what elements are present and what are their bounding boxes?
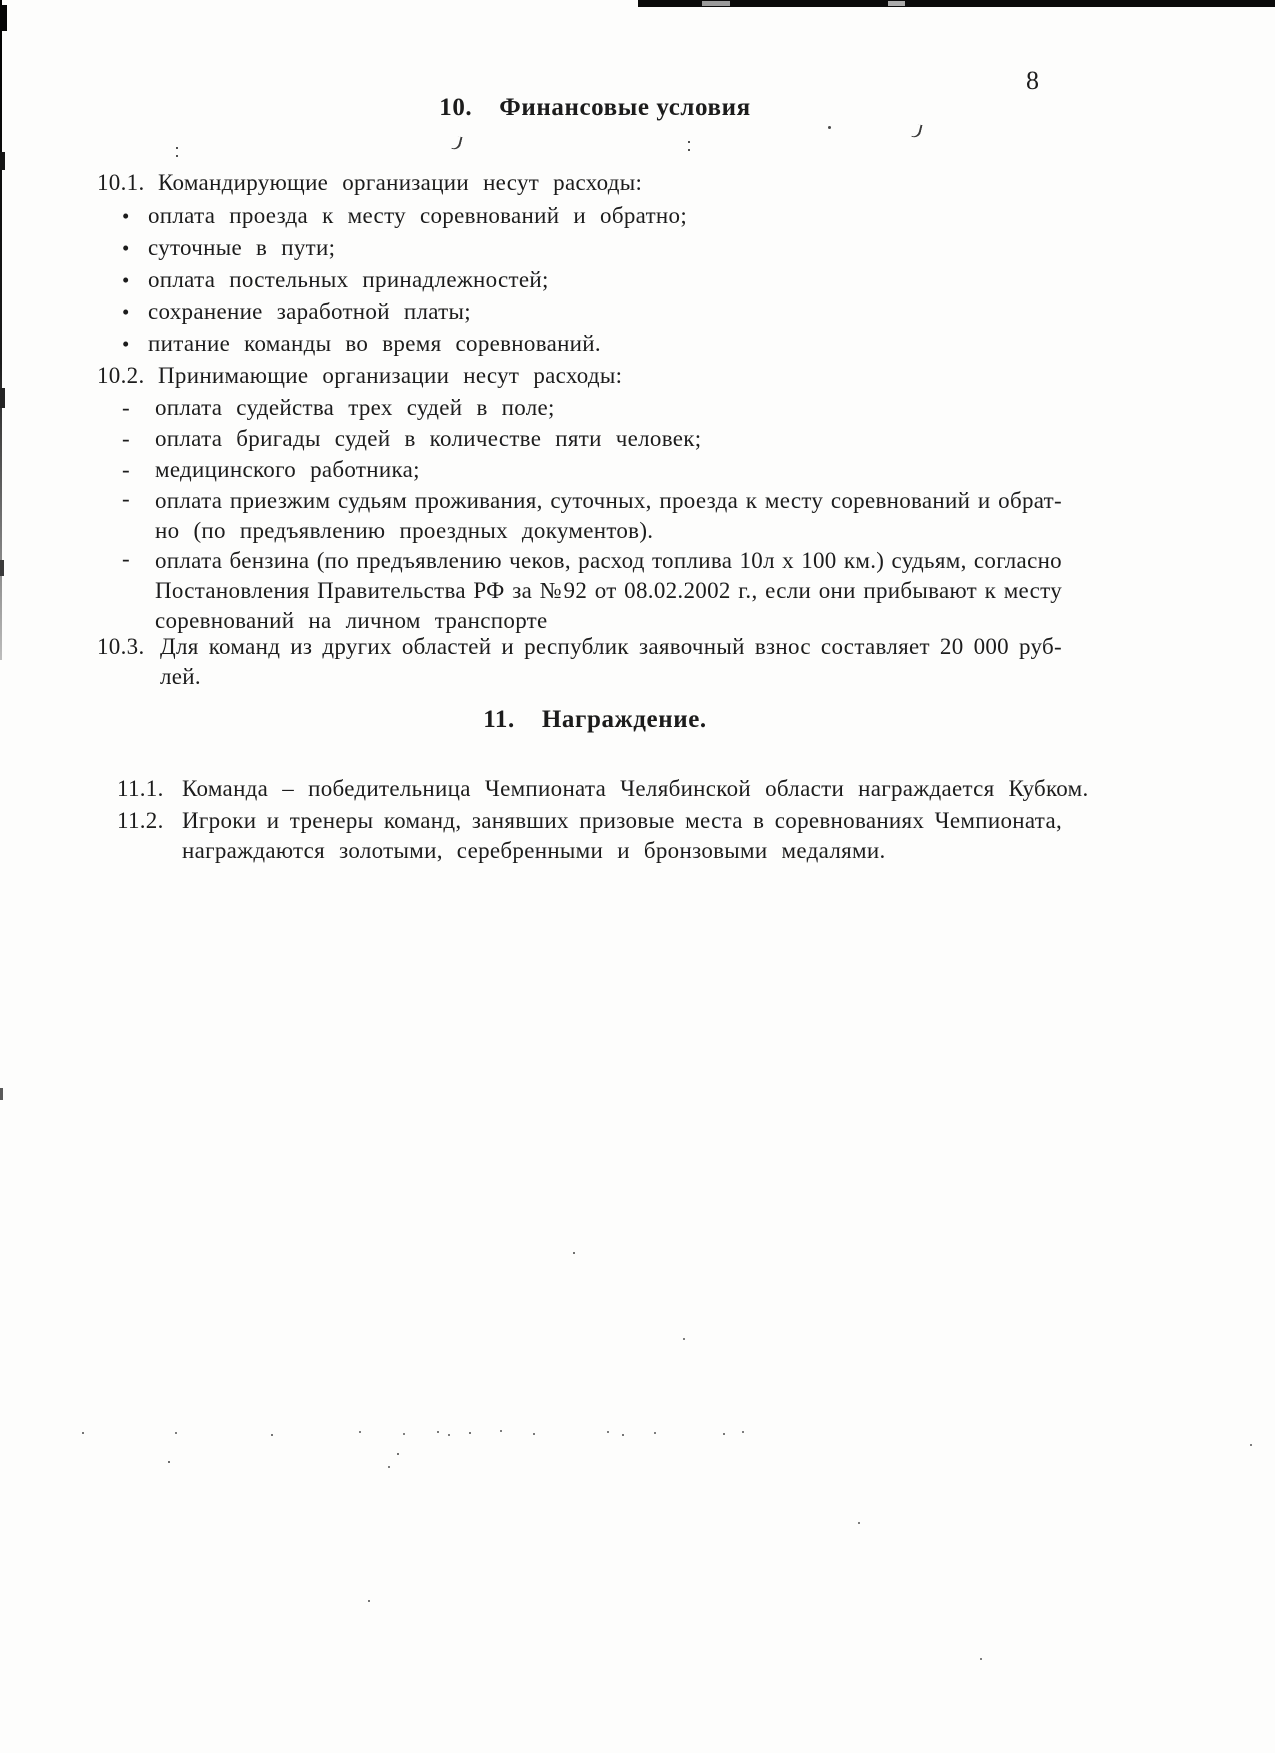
text-line: лей. [160, 664, 201, 689]
scan-smudge [888, 1, 905, 6]
dash-text: медицинского работника; [155, 457, 420, 482]
scan-blob [0, 1088, 3, 1100]
section-11-number: 11. [483, 706, 515, 733]
text-line: оплата приезжим судьям проживания, суточных, проезда к месту соревнований и обрат- [155, 488, 1062, 513]
clause-number: 10.2. [97, 363, 145, 388]
bullet-icon: • [122, 268, 130, 292]
section-10-title: Финансовые условия [499, 94, 751, 121]
bullet-text: суточные в пути; [148, 235, 336, 260]
dash-text [155, 546, 1062, 636]
dash-item-3 [122, 457, 420, 483]
dash-text: оплата судейства трех судей в поле; [155, 395, 555, 420]
clause-10-2 [97, 363, 622, 389]
clause-text: Команда – победительница Чемпионата Челябинской области награждается Кубком. [182, 776, 1089, 801]
clause-10-1 [97, 170, 642, 196]
stray-mark [176, 147, 178, 149]
dash-item-5 [122, 546, 1062, 636]
text-line: но (по предъявлению проездных документов). [155, 518, 654, 543]
clause-text [160, 632, 1062, 692]
dash-text [155, 486, 1062, 546]
bullet-item-5 [122, 331, 601, 357]
scan-artifact-top-bar [638, 0, 1275, 7]
scan-blob [0, 152, 5, 170]
text-line: награждаются золотыми, серебренными и бронзовыми медалями. [182, 838, 886, 863]
bullet-text: оплата проезда к месту соревнований и обратно; [148, 203, 688, 228]
page-number: 8 [1026, 66, 1039, 95]
scan-blob [0, 388, 5, 408]
text-line: Для команд из других областей и республик заявочный взнос составляет 20 000 руб- [160, 634, 1062, 659]
dash-item-1 [122, 395, 555, 421]
dash-icon: - [122, 457, 130, 482]
clause-11-1 [117, 776, 1089, 802]
dash-icon: - [122, 426, 130, 451]
stray-mark [828, 126, 831, 129]
clause-number: 10.3. [97, 634, 145, 659]
dash-icon: - [122, 546, 130, 571]
scan-smudge [702, 1, 730, 6]
dash-item-2 [122, 426, 701, 452]
scan-specks [82, 1432, 84, 1434]
scan-blob [0, 560, 4, 576]
bullet-text: оплата постельных принадлежностей; [148, 267, 549, 292]
stray-mark [451, 135, 462, 151]
stray-mark [911, 123, 922, 139]
scan-blob [0, 5, 7, 31]
bullet-item-1 [122, 203, 687, 229]
clause-number: 11.1. [117, 776, 164, 801]
bullet-icon: • [122, 204, 130, 228]
bullet-text: сохранение заработной платы; [148, 299, 471, 324]
section-11-heading [0, 706, 1190, 734]
bullet-icon: • [122, 300, 130, 324]
bullet-item-3 [122, 267, 549, 293]
clause-10-3 [97, 632, 1062, 692]
clause-text: Принимающие организации несут расходы: [158, 363, 623, 388]
bullet-icon: • [122, 236, 130, 260]
bullet-icon: • [122, 332, 130, 356]
text-line: Постановления Правительства РФ за №92 от 08.02.2002 г., если они прибывают к месту [155, 578, 1062, 603]
section-10-number: 10. [439, 94, 473, 121]
dash-icon: - [122, 395, 130, 420]
dash-text: оплата бригады судей в количестве пяти человек; [155, 426, 702, 451]
stray-mark [688, 141, 690, 143]
clause-number: 11.2. [117, 808, 164, 833]
text-line: Игроки и тренеры команд, занявших призовые места в соревнованиях Чемпионата, [182, 808, 1062, 833]
clause-text: Командирующие организации несут расходы: [158, 170, 643, 195]
clause-11-2 [117, 806, 1062, 866]
dash-icon: - [122, 486, 130, 511]
bullet-item-2 [122, 235, 335, 261]
bullet-text: питание команды во время соревнований. [148, 331, 601, 356]
text-line: соревнований на личном транспорте [155, 608, 548, 633]
clause-number: 10.1. [97, 170, 145, 195]
section-10-heading [0, 94, 1190, 122]
section-11-title: Награждение. [541, 706, 707, 733]
bullet-item-4 [122, 299, 471, 325]
dash-item-4 [122, 486, 1062, 546]
text-line: оплата бензина (по предъявлению чеков, расход топлива 10л х 100 км.) судьям, согласно [155, 548, 1062, 573]
clause-text [182, 806, 1062, 866]
